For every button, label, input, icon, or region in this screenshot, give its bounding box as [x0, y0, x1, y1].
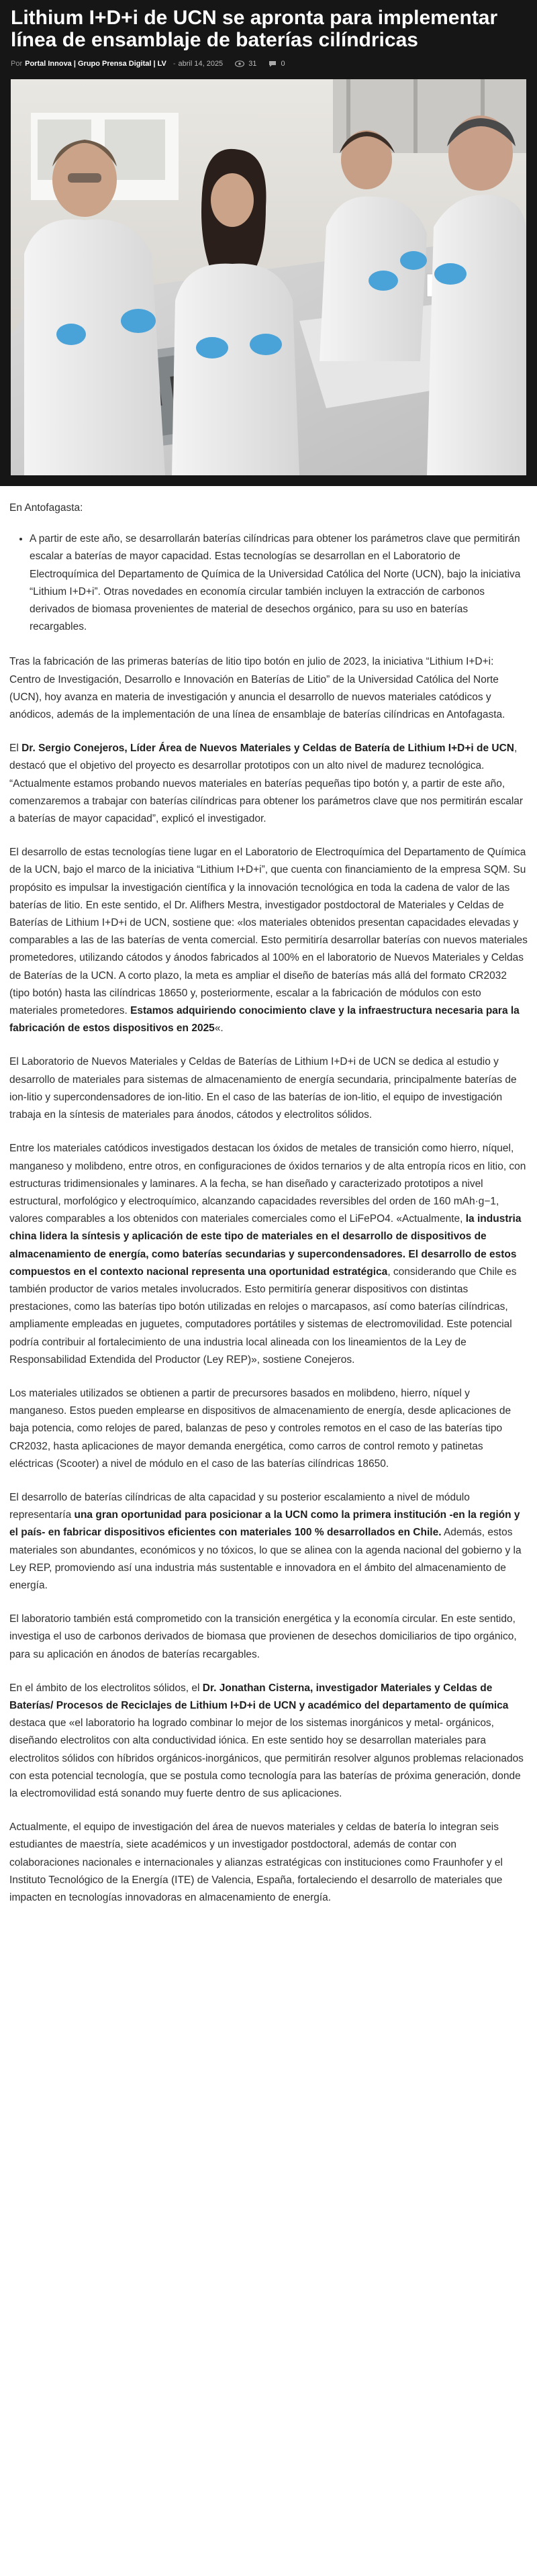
p5-post: , considerando que Chile es también productor de varios metales involucrados. Esto permitiría generar dispositivos con distintas prestaciones, como las baterías tipo botón utilizadas en relojes o marcapasos, así como baterías cilíndricas, ampliamente empleadas en juguetes, computadores portátiles y sistemas de electromovilidad. Este potencial podría contribuir al fortalecimiento de una industria local alineada con los lineamientos de la Ley de Responsabilidad Extendida del Productor (Ley REP)», sostiene Conejeros.	[9, 1266, 517, 1366]
meta-separator: -	[173, 60, 176, 68]
eye-icon	[235, 60, 244, 67]
hero-image-frame	[0, 77, 537, 486]
article-title: Lithium I+D+i de UCN se apronta para implementar línea de ensamblaje de baterías cilíndricas	[11, 7, 498, 51]
paragraph-9	[9, 1680, 528, 1803]
article-meta	[11, 51, 526, 77]
p5-pre: Entre los materiales catódicos investigados destacan los óxidos de metales de transición como hierro, níquel, manganeso y molibdeno, entre otros, en configuraciones de óxidos ternarios y de alta entropía ricos en litio, con estructuras tridimensionales y laminares. A la fecha, se han diseñado y caracterizado prototipos a nivel estructural, morfológico y electroquímico, alcanzando capacidades reversibles del orden de 160 mAh·g−1, valores comparables a los obtenidos con materiales comerciales como el LiFePO4. «Actualmente,	[9, 1143, 526, 1225]
paragraph-1: Tras la fabricación de las primeras baterías de litio tipo botón en julio de 2023, la iniciativa “Lithium I+D+i: Centro de Investigación, Desarrollo e Innovación en Baterías de Litio” de la Universidad Católica del Norte (UCN), hoy avanza en materia de investigación y anuncia el desarrollo de nuevos materiales catódicos y anódicos, además de la implementación de una línea de ensamblaje de baterías cilíndricas en Antofagasta.	[9, 656, 505, 721]
byline-prefix: Por	[11, 60, 23, 68]
p9-pre: En el ámbito de los electrolitos sólidos, el	[9, 1682, 203, 1694]
article-body	[0, 499, 537, 1907]
paragraph-2	[9, 740, 528, 828]
paragraph-6: Los materiales utilizados se obtienen a partir de precursores basados en molibdeno, hierro, níquel y manganeso. Estos pueden emplearse en dispositivos de almacenamiento de energía, desde aplicaciones de baja potencia, como relojes de pared, balanzas de peso y controles remotos en el caso de las baterías tipo CR2032, hasta aplicaciones de mayor demanda energética, como carros de control remoto y patinetas eléctricas (Scooter) a nivel de módulo en el caso de las baterías cilíndricas 18650.	[9, 1387, 511, 1470]
p3-bold: Estamos adquiriendo conocimiento clave y la infraestructura necesaria para la fabricación de estos dispositivos en 2025	[9, 1005, 520, 1035]
view-count: 31	[248, 60, 257, 68]
p7-post: Además, estos materiales son abundantes, económicos y no tóxicos, lo que se alinea con la agenda nacional del gobierno y la Ley REP, promoviendo así una industria más sustentable e innovadora en el ámbito del almacenamiento de energía.	[9, 1527, 522, 1591]
summary-bullet: • A partir de este año, se desarrollarán baterías cilíndricas para obtener los parámetros clave que permitirán escalar a baterías de mayor capacidad. Estas tecnologías se desarrollan en el Laboratorio de Electroquímica del Departamento de Química de la Universidad Católica del Norte (UCN), bajo la iniciativa “Lithium I+D+i”. Otras novedades en economía circular también incluyen la extracción de carbonos derivados de biomasa provenientes de material de desechos orgánico, para su uso en baterías recargables.	[30, 530, 528, 636]
p2-post: , destacó que el objetivo del proyecto es desarrollar prototipos con un alto nivel de madurez tecnológica. “Actualmente estamos probando nuevos materiales en baterías pequeñas tipo botón y, a partir de este año, comenzaremos a trabajar con baterías cilíndricas para obtener los parámetros clave que nos permitirán escalar a baterías de mayor capacidad”, explicó el investigador.	[9, 743, 524, 825]
p2-pre: El	[9, 743, 22, 755]
article-header	[0, 0, 537, 77]
p3-end: «.	[214, 1022, 224, 1035]
comment-count[interactable]: 0	[281, 60, 285, 68]
p5-bold: la industria china lidera la síntesis y aplicación de este tipo de materiales en el desarrollo de dispositivos de almacenamiento de energía, como baterías secundarias y supercondensadores. El desarrollo de estos compuestos en el contexto nacional representa una oportunidad estratégica	[9, 1213, 522, 1278]
summary-list	[9, 530, 528, 636]
paragraph-8: El laboratorio también está comprometido con la transición energética y la economía circular. En este sentido, investiga el uso de carbonos derivados de biomasa que provienen de desechos domiciliarios de tipo orgánico, para su aplicación en ánodos de baterías recargables.	[9, 1613, 517, 1660]
paragraph-10: Actualmente, el equipo de investigación del área de nuevos materiales y celdas de batería lo integran seis estudiantes de maestría, siete académicos y un investigador postdoctoral, además de contar con colaboraciones nacionales e internacionales y alianzas estratégicas con instituciones como Fraunhofer y el Instituto Tecnológico de la Energía (ITE) de Valencia, España, fortaleciendo el desarrollo de materiales que impacten en tecnologías innovadoras en almacenamiento de energía.	[9, 1821, 503, 1904]
p3-text: El desarrollo de estas tecnologías tiene lugar en el Laboratorio de Electroquímica del Departamento de Química de la UCN, bajo el marco de la iniciativa “Lithium I+D+i”, que cuenta con financiamiento de la empresa SQM. Su propósito es impulsar la investigación científica y la innovación tecnológica en toda la cadena de valor de las baterías de litio. En este sentido, el Dr. Alifhers Mestra, investigador postdoctoral de Materiales y Celdas de Baterías de Lithium I+D+i de UCN, sostiene que: «los materiales obtenidos presentan capacidades elevadas y comparables a las de las baterías de venta comercial. Esto permitiría desarrollar baterías con nuevos materiales prometedores, utilizando cátodos y ánodos fabricados al 100% en el laboratorio de Nuevos Materiales y Celdas de Baterías de la UCN. A corto plazo, la meta es ampliar el diseño de baterías más allá del formato CR2032 (tipo botón) hasta las cilíndricas 18650 y, posteriormente, escalar a la fabricación de módulos con esto materiales prometedores.	[9, 847, 528, 1017]
p9-bold: Dr. Jonathan Cisterna, investigador Materiales y Celdas de Baterías/ Procesos de Reciclajes de Lithium I+D+i de UCN y académico del departamento de química	[9, 1682, 509, 1711]
hero-image	[11, 79, 526, 475]
p2-bold: Dr. Sergio Conejeros, Líder Área de Nuevos Materiales y Celdas de Batería de Lithium I+D+i de UCN	[21, 743, 514, 755]
paragraph-4: El Laboratorio de Nuevos Materiales y Celdas de Baterías de Lithium I+D+i de UCN se dedica al estudio y desarrollo de materiales para sistemas de almacenamiento de energía secundaria, principalmente baterías de ion-litio y supercondensadores de ion-litio. En el caso de las baterías de ion-litio, el equipo de investigación trabaja en la síntesis de materiales para ánodos, cátodos y electrolitos sólidos.	[9, 1056, 517, 1121]
paragraph-7	[9, 1489, 528, 1594]
paragraph-3	[9, 844, 528, 1037]
p7-pre: El desarrollo de baterías cilíndricas de alta capacidad y su posterior escalamiento a nivel de módulo representaría	[9, 1491, 470, 1521]
location-line: En Antofagasta:	[9, 502, 83, 514]
comment-icon[interactable]	[268, 60, 277, 67]
publish-date: abril 14, 2025	[178, 60, 224, 68]
paragraph-5	[9, 1140, 528, 1369]
p7-bold: una gran oportunidad para posicionar a la UCN como la primera institución -en la región y el país- en fabricar dispositivos eficientes con materiales 100 % desarrollados en Chile.	[9, 1509, 520, 1539]
p9-post: destaca que «el laboratorio ha logrado combinar lo mejor de los sistemas inorgánicos y metal- orgánicos, diseñando electrolitos con alta conductividad iónica. En este sentido hoy se desarrollan materiales para electrolitos sólidos con híbridos orgánicos-inorgánicos, que permitirán resolver algunos problemas relacionados con esta potencial tecnología, que se postula como tecnología para las baterías de próxima generación, donde la electromovilidad está sonando muy fuerte dentro de sus aplicaciones.	[9, 1717, 524, 1799]
author-link[interactable]: Portal Innova | Grupo Prensa Digital | LV	[25, 60, 166, 68]
